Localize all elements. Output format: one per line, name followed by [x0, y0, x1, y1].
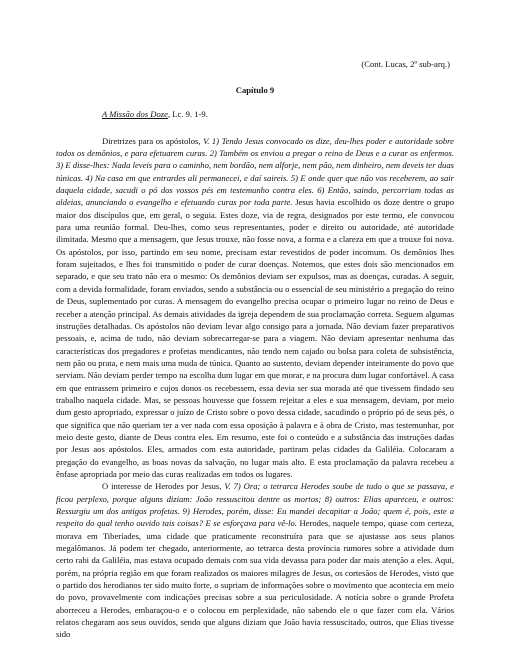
commentary-text: Jesus havia escolhido os doze dentre o grupo maior dos discípulos que, em geral, o seguia. Estes doze, via de regra, designados por este termo, ele convocou para uma reunião formal. Deu-lhes, como seus representantes, poder e direito ou autoridade, até autoridade ilimitada. Mesmo que a mensagem, que Jesus trouxe, não fosse nova, a forma e a clareza em que a trouxe foi nova. Os apóstolos, por isso, partindo em seu nome, precisam estar revestidos de poder incomum. Os demônios lhes foram sujeitados, e lhes foi transmitido o poder de curar doenças. Notemos, que estes dois são mencionados em separado, e que seu trato não era o mesmo: Os demônios deviam ser expulsos, mas as doenças, curadas. A seguir, com a devida formalidade, foram enviados, sendo a substância ou o essencial de seu ministério a pregação do reino de Deus, suplementado por curas. A mensagem do evangelho precisa ocupar o primeiro lugar no reino de Deus e receber a atenção principal. As demais atividades da igreja dependem de sua proclamação correta. Seguem algumas instruções detalhadas. Os apóstolos não deviam levar algo consigo para a jornada. Não deviam fazer preparativos pessoais, e, acima de tudo, não deviam sobrecarregar-se para a viagem. Não deviam apresentar nenhuma das características dos pregadores e profetas mendicantes, não tendo nem cajado ou bolsa para coleta de subsistência, nem pão ou prata, e nem mais uma muda de túnica. Quanto ao sustento, deviam depender inteiramente do povo que serviam. Não deviam perder tempo na escolha dum lugar em que morar, e na procura dum lugar confortável. A casa em que entrassem primeiro e cujos donos os recebessem, essa devia ser sua morada até que tivessem findado seu trabalho naquela cidade. Mas, se pessoas houvesse que fossem rejeitar a eles e sua mensagem, deviam, por meio dum gesto apropriado, expressar o juízo de Cristo sobre o povo dessa cidade, sacudindo o próprio pó de seus pés, o que significa que não queriam ter a ver nada com essa oposição à palavra e à obra de Cristo, mas testemunhar, por meio deste gesto, diante de Deus contra eles. Em resumo, este foi o conteúdo e a substância das instruções dadas por Jesus aos apóstolos. Eles, armados com esta autoridade, partiram pelas cidades da Galiléia. Colocaram a pregação do evangelho, as boas novas da salvação, no lugar mais alto. E esta proclamação da palavra recebeu a ênfase apropriada por meio das curas realizadas em todos os lugares. — [56, 197, 454, 479]
commentary-text: Herodes, naquele tempo, quase com certeza, morava em Tiberíades, uma cidade que praticamente reconstruíra para que se ajustasse aos seus planos megalômanos. Já podem ter chegado, anteriormente, ao tetrarca desta província rumores sobre a atividade dum certo rabi da Galiléia, mas estava ocupado demais com sua vida devassa para poder dar mais atenção a eles. Aqui, porém, na própria região em que foram realizados os maiores milagres de Jesus, os cortesãos de Herodes, visto que o partido dos herodianos ter sido muito forte, o supriam de informações sobre o movimento que acontecia em meio do povo, provavelmente com indicações precisas sobre a sua periculosidade. A notícia sobre o grande Profeta aborreceu a Herodes, embaraçou-o e o colocou em perplexidade, não sabendo ele o que fazer com ela. Vários relatos chegaram aos seus ouvidos, sendo que alguns diziam que João havia ressuscitado, outros, que Elias tivesse sido — [56, 518, 454, 640]
section-reference: Lc. 9. 1-9. — [172, 109, 208, 120]
continuation-note: (Cont. Lucas, 2º sub-arq.) — [361, 59, 450, 69]
section-heading: A Missão dos Doze, Lc. 9. 1-9. — [102, 109, 208, 120]
scripture-quote: V. 7) Ora; o tetrarca Herodes soube de tudo o que se passava, e ficou perplexo, porque alguns diziam: João ressuscitou dentre os mortos; 8) outros: Elias apareceu, e outros: Ressurgiu um dos antigos profetas. 9) Herodes, porém, disse: Eu mandei decapitar a João; quem é, pois, este a respeito do qual tenho ouvido tais coisas? E se esforçava para vê-lo. — [56, 481, 454, 529]
section-title: A Missão dos Doze — [102, 109, 168, 120]
paragraph-lead: Diretrizes para os apóstolos, — [102, 135, 204, 146]
chapter-title: Capítulo 9 — [235, 85, 275, 95]
paragraph-herod — [56, 480, 454, 640]
paragraph-apostles — [56, 135, 454, 481]
scripture-quote: V. 1) Tendo Jesus convocado os dize, deu-lhes poder e autoridade sobre todos os demônios, e para efetuarem curas. 2) Também os enviou a pregar o reino de Deus e a curar os enfermos. 3) E disse-lhes: Nada leveis para o caminho, nem bordão, nem alforje, nem pão, nem dinheiro, nem deveis ter duas túnicas. 4) Na casa em que entrardes ali permanecei, e daí saireis. 5) E onde quer que não vos receberem, ao sair daquela cidade, sacudi o pó dos vossos pés em testemunho contra eles. 6) Então, saindo, percorriam todas as aldeias, anunciando o evangelho e efetuando curas por toda parte. — [56, 135, 454, 208]
paragraph-lead: O interesse de Herodes por Jesus, — [102, 481, 225, 492]
